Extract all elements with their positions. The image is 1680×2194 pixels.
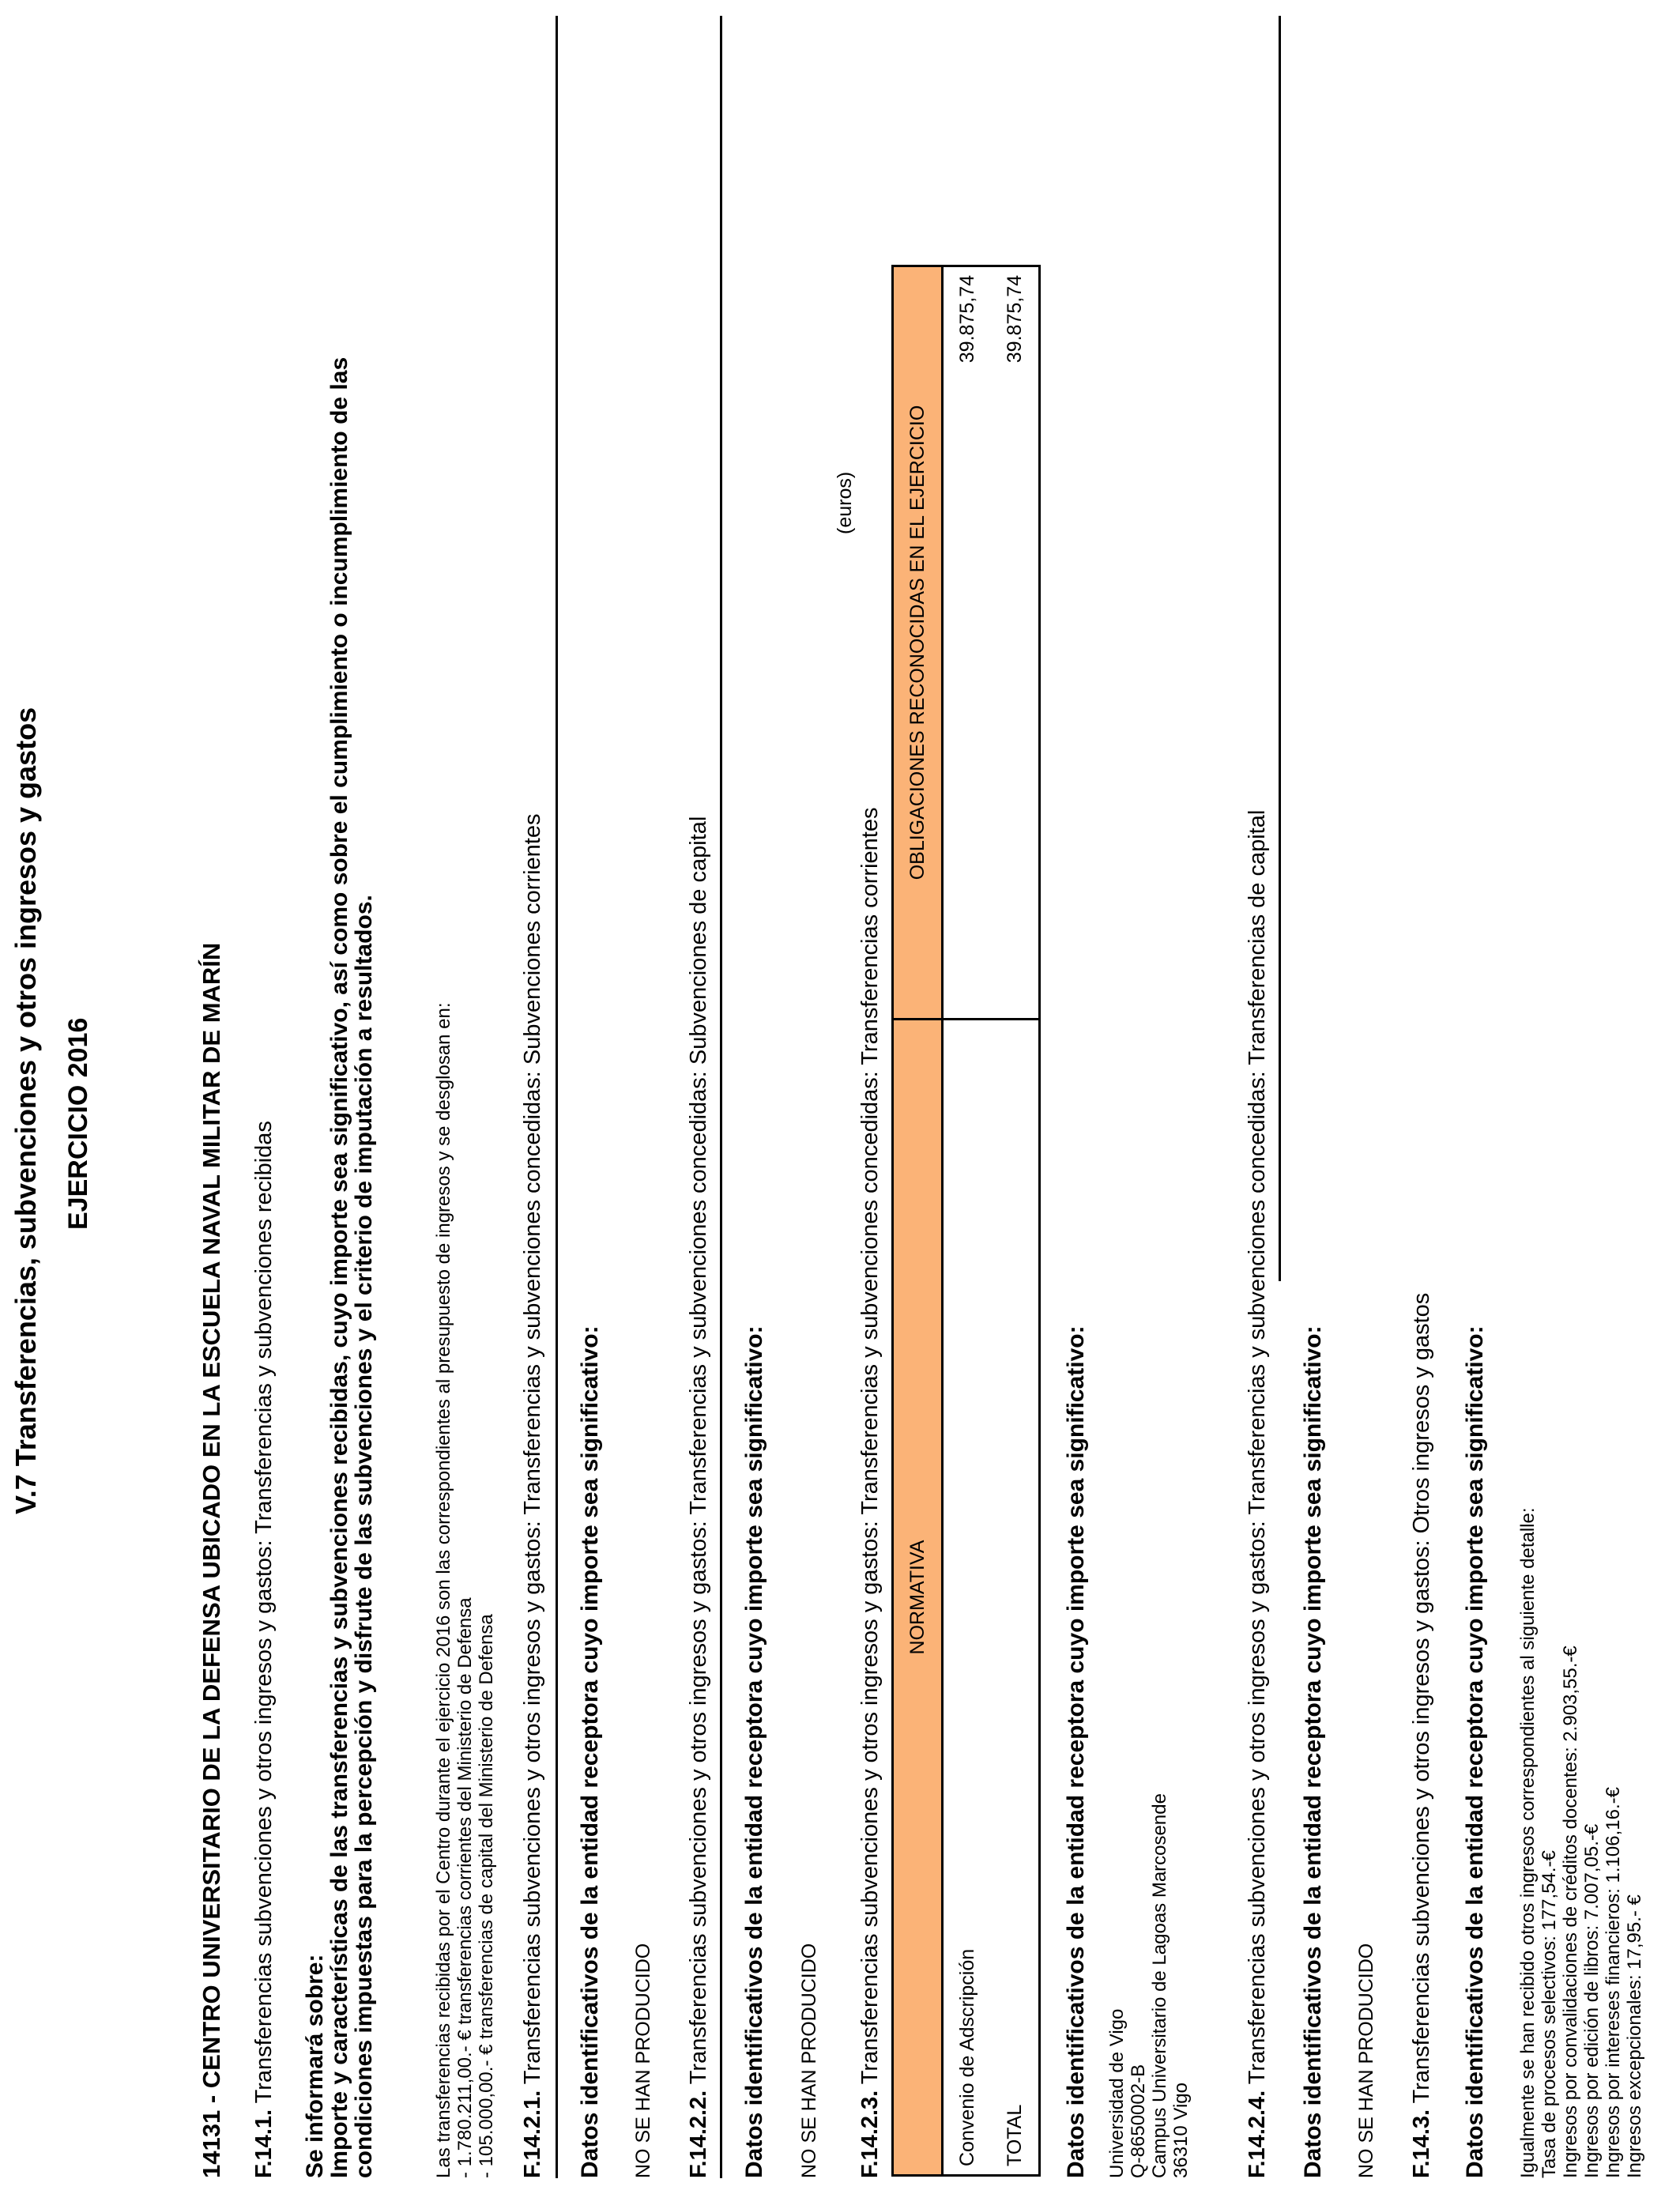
row-amount: 39.875,74 xyxy=(943,266,992,1020)
info-line-1: Importe y características de las transferencias y subvenciones recibidas, cuyo importe sea significativo, así como sobre el cumplimiento o incumplimiento de las xyxy=(326,356,352,2178)
section-label: Transferencias subvenciones y otros ingresos y gastos: Transferencias y subvenciones concedidas: Subvenciones corrientes xyxy=(520,813,545,2085)
receptor-heading: Datos identificativos de la entidad receptora cuyo importe sea significativo: xyxy=(577,1325,603,2178)
text-item: - 1.780.211,00.- € transferencias corrientes del Ministerio de Defensa xyxy=(454,1597,476,2178)
section-label: Transferencias subvenciones y otros ingresos y gastos: Transferencias y subvenciones concedidas: Subvenciones de capital xyxy=(686,816,711,2085)
section-divider xyxy=(1279,16,1281,1281)
receptor-city: 36310 Vigo xyxy=(1170,2082,1192,2178)
section-code: F.14.2.1. xyxy=(520,2090,545,2178)
other-income-line: Ingresos excepcionales: 17,95.- € xyxy=(1624,1894,1645,2178)
receptor-name: Universidad de Vigo xyxy=(1106,2008,1128,2178)
other-income-line: Ingresos por edición de libros: 7.007,05.-€ xyxy=(1581,1823,1603,2178)
section-f141-heading xyxy=(251,1121,277,2178)
section-f1422-heading xyxy=(686,816,712,2178)
info-label: Se informará sobre: xyxy=(302,1954,328,2178)
section-label: Transferencias subvenciones y otros ingresos y gastos: Transferencias y subvenciones recibidas xyxy=(251,1121,277,2104)
section-label: Transferencias subvenciones y otros ingresos y gastos: Transferencias y subvenciones concedidas: Transferencias corrientes xyxy=(857,807,883,2085)
receptor-heading: Datos identificativos de la entidad receptora cuyo importe sea significativo: xyxy=(1300,1325,1326,2178)
units-label: (euros) xyxy=(834,471,856,534)
table-row xyxy=(943,266,992,2176)
section-code: F.14.1. xyxy=(251,2109,277,2178)
section-divider xyxy=(720,16,722,2178)
header-obligaciones: OBLIGACIONES RECONOCIDAS EN EL EJERCICIO xyxy=(893,266,943,1020)
no-data-note: NO SE HAN PRODUCIDO xyxy=(632,1943,654,2178)
section-label: Transferencias subvenciones y otros ingresos y gastos: Otros ingresos y gastos xyxy=(1409,1292,1434,2104)
section-code: F.14.2.2. xyxy=(686,2090,711,2178)
no-data-note: NO SE HAN PRODUCIDO xyxy=(1355,1943,1377,2178)
table-row xyxy=(991,266,1040,2176)
no-data-note: NO SE HAN PRODUCIDO xyxy=(798,1943,820,2178)
receptor-details xyxy=(1106,1793,1192,2178)
row-amount: 39.875,74 xyxy=(991,266,1040,1020)
section-code: F.14.2.4. xyxy=(1245,2090,1270,2178)
section-label: Transferencias subvenciones y otros ingresos y gastos: Transferencias y subvenciones concedidas: Transferencias de capital xyxy=(1245,809,1270,2085)
text-item: - 105.000,00.- € transferencias de capital del Ministerio de Defensa xyxy=(476,1614,497,2178)
receptor-heading: Datos identificativos de la entidad receptora cuyo importe sea significativo: xyxy=(1063,1325,1089,2178)
section-code: F.14.2.3. xyxy=(857,2090,883,2178)
other-income-line: Igualmente se han recibido otros ingresos correspondientes al siguiente detalle: xyxy=(1517,1507,1539,2178)
info-line-2: condiciones impuestas para la percepción y disfrute de las subvenciones y el criterio de imputación a resultados. xyxy=(351,895,377,2178)
section-divider xyxy=(556,16,558,2178)
section-f143-heading xyxy=(1409,1293,1435,2178)
f141-text xyxy=(433,1002,497,2178)
header-normativa: NORMATIVA xyxy=(893,1020,943,2176)
section-f1421-heading xyxy=(520,814,546,2178)
section-code: F.14.3. xyxy=(1409,2109,1434,2178)
exercise-year: EJERCICIO 2016 xyxy=(63,1017,93,1230)
receptor-nif: Q-8650002-B xyxy=(1128,2064,1149,2178)
transfers-table xyxy=(891,265,1041,2177)
receptor-heading: Datos identificativos de la entidad receptora cuyo importe sea significativo: xyxy=(741,1325,767,2178)
receptor-address: Campus Universitario de Lagoas Marcosende xyxy=(1149,1793,1170,2178)
receptor-heading: Datos identificativos de la entidad receptora cuyo importe sea significativo: xyxy=(1462,1325,1488,2178)
page-title: V.7 Transferencias, subvenciones y otros ingresos y gastos xyxy=(9,707,42,1514)
other-income-details xyxy=(1517,1507,1645,2178)
table-header-row xyxy=(893,266,943,2176)
section-f1423-heading xyxy=(857,808,883,2178)
other-income-line: Tasa de procesos selectivos: 177,54.-€ xyxy=(1539,1850,1560,2178)
other-income-line: Ingresos por intereses financieros: 1.106,16.-€ xyxy=(1603,1787,1624,2178)
row-normativa: Convenio de Adscripción xyxy=(943,1020,992,2176)
section-f1424-heading xyxy=(1245,810,1271,2178)
other-income-line: Ingresos por convalidaciones de créditos docentes: 2.903,55.-€ xyxy=(1560,1646,1581,2178)
entity-heading: 14131 - CENTRO UNIVERSITARIO DE LA DEFENSA UBICADO EN LA ESCUELA NAVAL MILITAR DE MARÍN xyxy=(198,942,225,2178)
row-normativa: TOTAL xyxy=(991,1020,1040,2176)
text-intro: Las transferencias recibidas por el Centro durante el ejercicio 2016 son las correspondientes al presupuesto de ingresos y se desglosan en: xyxy=(433,1002,454,2178)
